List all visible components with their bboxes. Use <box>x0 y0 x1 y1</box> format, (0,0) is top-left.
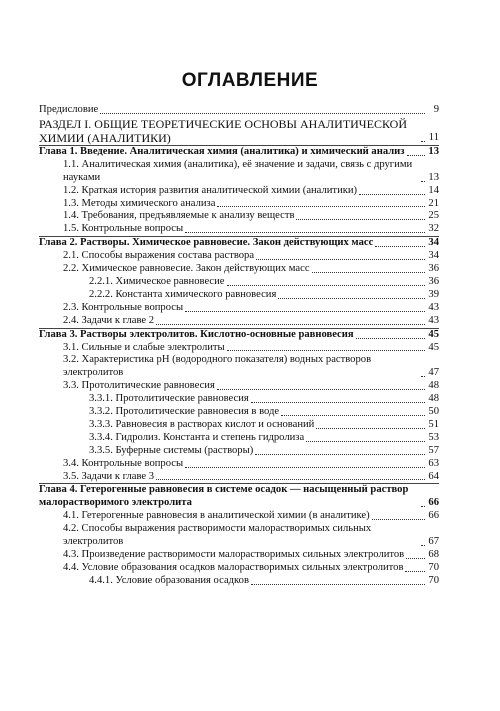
toc-entry-label: 1.3. Методы химического анализа <box>63 197 216 209</box>
toc-entry[interactable] <box>39 549 439 562</box>
toc-entry-label: 4.4. Условие образования осадков малорастворимых сильных электролитов <box>63 561 404 573</box>
toc-entry-label: 3.4. Контрольные вопросы <box>63 457 184 469</box>
toc-page-number: 53 <box>428 431 439 443</box>
toc-page-number: 32 <box>428 223 439 235</box>
toc-page-number: 43 <box>428 314 439 326</box>
table-of-contents <box>39 104 439 588</box>
dot-leader <box>296 219 425 220</box>
toc-entry[interactable] <box>39 419 439 432</box>
toc-entry-label: 3.5. Задачи к главе 3 <box>63 470 155 482</box>
dot-leader <box>255 454 425 455</box>
toc-entry-label: 4.4.1. Условие образования осадков <box>89 574 249 586</box>
dot-leader <box>375 246 425 247</box>
toc-entry[interactable] <box>39 198 439 211</box>
toc-entry-label: 4.2. Способы выражения растворимости малорастворимых сильных электролитов <box>63 523 372 548</box>
toc-entry[interactable] <box>39 315 439 328</box>
dot-leader <box>227 350 425 351</box>
dot-leader <box>421 141 425 142</box>
toc-page-number: 43 <box>428 301 439 313</box>
toc-entry[interactable] <box>39 342 439 355</box>
toc-entry[interactable] <box>39 104 439 117</box>
toc-page-number: 51 <box>428 418 439 430</box>
toc-entry[interactable] <box>39 354 439 380</box>
dot-leader <box>281 415 425 416</box>
toc-page-number: 68 <box>428 549 439 560</box>
toc-entry-label: Глава 1. Введение. Аналитическая химия (аналитика) и химический анализ <box>39 145 405 157</box>
toc-entry-label: 2.1. Способы выражения состава раствора <box>63 250 255 262</box>
dot-leader <box>278 298 425 299</box>
toc-entry[interactable] <box>39 210 439 223</box>
dot-leader <box>421 506 425 507</box>
toc-entry[interactable] <box>39 393 439 406</box>
dot-leader <box>359 194 425 195</box>
toc-entry[interactable] <box>39 510 439 523</box>
toc-entry[interactable] <box>39 445 439 458</box>
toc-page-number: 13 <box>428 145 439 157</box>
toc-page-number: 45 <box>428 328 439 340</box>
dot-leader <box>156 324 425 325</box>
dot-leader <box>356 338 425 339</box>
toc-entry-label: 2.4. Задачи к главе 2 <box>63 314 155 326</box>
dot-leader <box>185 467 425 468</box>
toc-page-number: 13 <box>428 171 439 183</box>
dot-leader <box>421 545 425 546</box>
dot-leader <box>251 584 425 585</box>
toc-entry[interactable] <box>39 223 439 236</box>
toc-page-number: 70 <box>428 574 439 586</box>
toc-page-number: 47 <box>428 367 439 379</box>
toc-chapter-entry[interactable] <box>39 236 439 250</box>
toc-entry-label: 3.3.4. Гидролиз. Константа и степень гидролиза <box>89 431 305 443</box>
toc-entry-label: Глава 2. Растворы. Химическое равновесие. Закон действующих масс <box>39 237 374 249</box>
toc-entry-label: 4.3. Произведение растворимости малорастворимых сильных электролитов <box>63 549 405 560</box>
toc-entry[interactable] <box>39 302 439 315</box>
dot-leader <box>406 558 425 559</box>
toc-entry-label: 2.3. Контрольные вопросы <box>63 301 184 313</box>
toc-page-number: 25 <box>428 210 439 222</box>
toc-entry[interactable] <box>39 159 439 185</box>
toc-page-number: 34 <box>428 237 439 249</box>
dot-leader <box>227 285 425 286</box>
dot-leader <box>251 402 425 403</box>
toc-part-entry[interactable] <box>39 117 439 145</box>
dot-leader <box>185 311 425 312</box>
toc-entry[interactable] <box>39 471 439 484</box>
toc-page-number: 36 <box>428 275 439 287</box>
toc-page-number: 21 <box>428 197 439 209</box>
toc-entry[interactable] <box>39 575 439 588</box>
dot-leader <box>156 479 425 480</box>
toc-page-number: 39 <box>428 288 439 300</box>
toc-page-number: 48 <box>428 380 439 392</box>
toc-page-number: 36 <box>428 263 439 275</box>
toc-entry-label: РАЗДЕЛ I. ОБЩИЕ ТЕОРЕТИЧЕСКИЕ ОСНОВЫ АНАЛИТИЧЕСКОЙ ХИМИИ (АНАЛИТИКИ) <box>39 116 407 145</box>
toc-entry-label: 3.1. Сильные и слабые электролиты <box>63 341 225 353</box>
dot-leader <box>407 155 425 156</box>
toc-page-number: 57 <box>428 444 439 456</box>
toc-page-number: 67 <box>428 536 439 548</box>
toc-page-number: 66 <box>428 497 439 509</box>
toc-entry[interactable] <box>39 406 439 419</box>
dot-leader <box>185 232 425 233</box>
toc-entry-label: 2.2.1. Химическое равновесие <box>89 275 225 287</box>
toc-entry-label: Глава 3. Растворы электролитов. Кислотно-основные равновесия <box>39 328 354 340</box>
toc-page-number: 45 <box>428 341 439 353</box>
dot-leader <box>217 389 425 390</box>
toc-page-number: 66 <box>428 510 439 522</box>
dot-leader <box>421 376 425 377</box>
toc-entry[interactable] <box>39 523 439 549</box>
toc-entry-label: 2.2. Химическое равновесие. Закон действующих масс <box>63 263 310 275</box>
toc-entry[interactable] <box>39 380 439 393</box>
dot-leader <box>312 272 425 273</box>
toc-chapter-entry[interactable] <box>39 483 439 510</box>
toc-entry-label: 3.3.5. Буферные системы (растворы) <box>89 444 254 456</box>
toc-page-number: 64 <box>428 470 439 482</box>
toc-entry-label: 3.2. Характеристика pH (водородного показателя) водных растворов электролитов <box>63 354 372 379</box>
dot-leader <box>372 519 425 520</box>
toc-entry-label: 3.3. Протолитические равновесия <box>63 380 215 392</box>
toc-page-number: 34 <box>428 250 439 262</box>
toc-entry-label: Предисловие <box>39 104 99 115</box>
toc-entry[interactable] <box>39 289 439 302</box>
toc-page-number: 11 <box>428 132 439 143</box>
toc-page-number: 50 <box>428 406 439 418</box>
toc-entry-label: 1.5. Контрольные вопросы <box>63 223 184 235</box>
toc-entry-label: 2.2.2. Константа химического равновесия <box>89 288 277 300</box>
dot-leader <box>217 206 425 207</box>
toc-entry[interactable] <box>39 276 439 289</box>
dot-leader <box>256 259 425 260</box>
dot-leader <box>316 428 425 429</box>
toc-page-number: 70 <box>428 561 439 573</box>
toc-entry[interactable] <box>39 432 439 445</box>
toc-page-number: 14 <box>428 184 439 196</box>
toc-entry-label: 1.1. Аналитическая химия (аналитика), её значение и задачи, связь с другими науками <box>63 158 413 183</box>
toc-entry[interactable] <box>39 458 439 471</box>
toc-entry[interactable] <box>39 263 439 276</box>
dot-leader <box>421 181 425 182</box>
toc-entry[interactable] <box>39 250 439 263</box>
dot-leader <box>405 571 425 572</box>
toc-page-number: 9 <box>433 104 439 115</box>
dot-leader <box>306 441 425 442</box>
toc-entry-label: 3.3.3. Равновесия в растворах кислот и оснований <box>89 418 315 430</box>
toc-entry-label: 4.1. Гетерогенные равновесия в аналитической химии (в аналитике) <box>63 510 370 522</box>
toc-page-number: 48 <box>428 393 439 405</box>
toc-entry-label: 1.2. Краткая история развития аналитической химии (аналитики) <box>63 184 358 196</box>
toc-chapter-entry[interactable] <box>39 328 439 342</box>
toc-entry[interactable] <box>39 185 439 198</box>
toc-page-number: 63 <box>428 457 439 469</box>
page-title: ОГЛАВЛЕНИЕ <box>181 70 319 91</box>
toc-entry-label: Глава 4. Гетерогенные равновесия в системе осадок — насыщенный раствор малорастворимого электролита <box>39 484 409 509</box>
toc-entry-label: 3.3.2. Протолитические равновесия в воде <box>89 406 280 418</box>
toc-entry-label: 3.3.1. Протолитические равновесия <box>89 393 249 405</box>
toc-entry-label: 1.4. Требования, предъявляемые к анализу веществ <box>63 210 295 222</box>
toc-chapter-entry[interactable] <box>39 145 439 159</box>
toc-entry[interactable] <box>39 562 439 575</box>
dot-leader <box>100 113 425 114</box>
